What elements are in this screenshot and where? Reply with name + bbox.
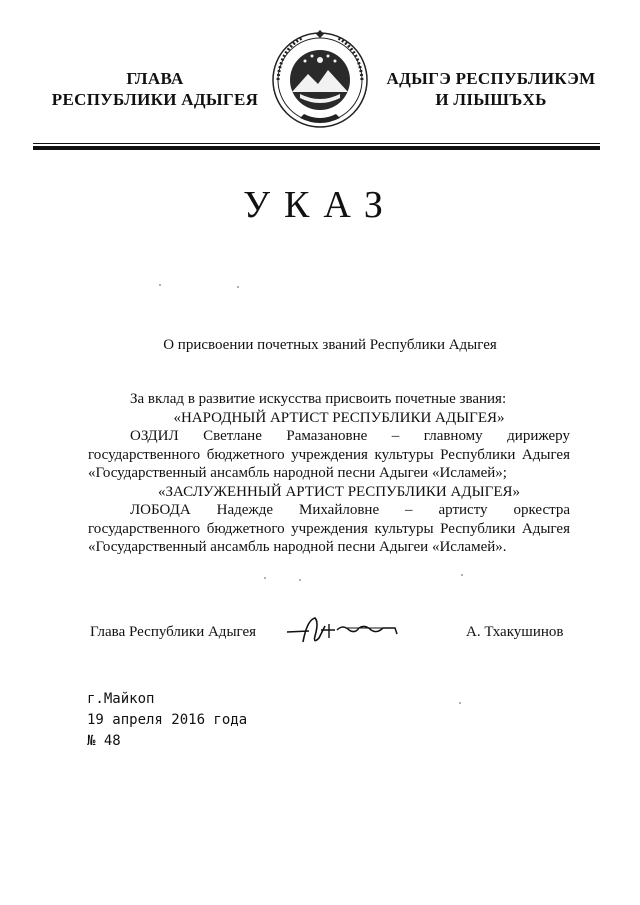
issuer-title-russian — [20, 68, 290, 110]
signatory-name: А. Тхакушинов — [466, 624, 564, 640]
award-paragraph-2: ЛОБОДА Надежде Михайловне – артисту оркестра государственного бюджетного учреждения культуры Республики Адыгея «Государственный ансамбль народной песни Адыгеи «Исламей». — [88, 502, 570, 555]
honorary-title-1: «НАРОДНЫЙ АРТИСТ РЕСПУБЛИКИ АДЫГЕЯ» — [173, 409, 505, 426]
issuer-line-1: ГЛАВА — [126, 69, 184, 88]
header-divider-thick — [33, 146, 600, 150]
issue-date: 19 апреля 2016 года — [87, 712, 248, 728]
honorary-title-2: «ЗАСЛУЖЕННЫЙ АРТИСТ РЕСПУБЛИКИ АДЫГЕЯ» — [157, 483, 520, 500]
signatory-position: Глава Республики Адыгея — [90, 624, 257, 640]
issuer-line-2-adyghe: И ЛІЫШЪХЬ — [435, 90, 547, 109]
award-paragraph-1: ОЗДИЛ Светлане Рамазановне – главному дирижеру государственного бюджетного учреждения культуры Республики Адыгея «Государственный ансамбль народной песни Адыгеи «Исламей»; — [88, 428, 570, 481]
handwritten-signature — [285, 612, 405, 648]
issuer-title-adyghe — [362, 68, 620, 110]
header-divider-thin — [33, 143, 600, 144]
document-title: УКАЗ — [243, 184, 397, 226]
issuer-line-2: РЕСПУБЛИКИ АДЫГЕЯ — [51, 90, 259, 109]
issue-city: г.Майкоп — [87, 691, 155, 707]
decree-number: № 48 — [87, 733, 121, 749]
intro-paragraph: За вклад в развитие искусства присвоить почетные звания: — [130, 391, 507, 407]
document-body — [88, 390, 570, 557]
document-subject: О присвоении почетных званий Республики Адыгея — [163, 337, 497, 353]
coat-of-arms-icon — [270, 30, 370, 130]
issuer-line-1-adyghe: АДЫГЭ РЕСПУБЛИКЭМ — [386, 69, 596, 88]
